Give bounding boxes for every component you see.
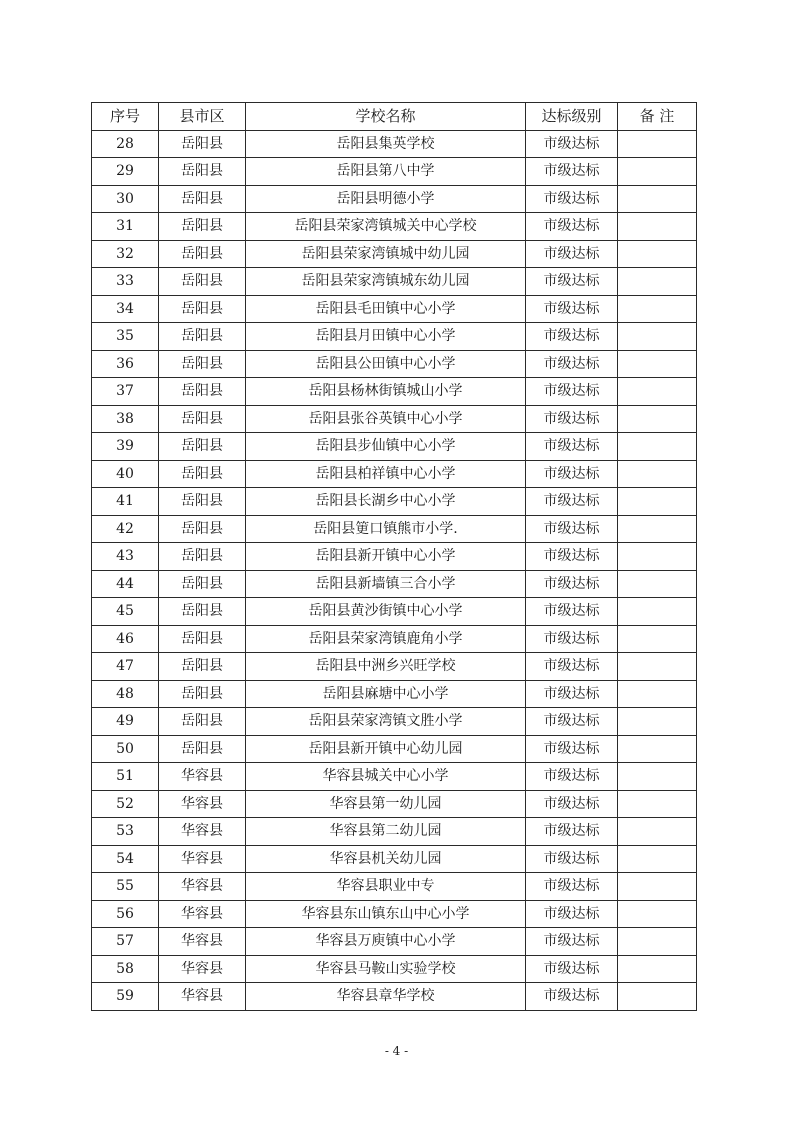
table-row [92, 323, 697, 351]
cell-index: 38 [92, 405, 159, 433]
header-index: 序号 [92, 103, 159, 131]
cell-county: 华容县 [159, 845, 246, 873]
cell-note [618, 570, 697, 598]
cell-index: 51 [92, 763, 159, 791]
table-row [92, 405, 697, 433]
cell-index: 40 [92, 460, 159, 488]
cell-index: 58 [92, 955, 159, 983]
cell-index: 29 [92, 158, 159, 186]
cell-county: 岳阳县 [159, 350, 246, 378]
cell-index: 47 [92, 653, 159, 681]
cell-note [618, 983, 697, 1011]
cell-level: 市级达标 [526, 295, 618, 323]
cell-level: 市级达标 [526, 515, 618, 543]
cell-school-name: 岳阳县柏祥镇中心小学 [246, 460, 526, 488]
cell-county: 岳阳县 [159, 323, 246, 351]
cell-level: 市级达标 [526, 185, 618, 213]
table-row [92, 708, 697, 736]
cell-school-name: 岳阳县荣家湾镇城中幼儿园 [246, 240, 526, 268]
cell-level: 市级达标 [526, 708, 618, 736]
cell-note [618, 625, 697, 653]
cell-index: 39 [92, 433, 159, 461]
cell-note [618, 873, 697, 901]
cell-note [618, 130, 697, 158]
cell-note [618, 433, 697, 461]
cell-school-name: 岳阳县明德小学 [246, 185, 526, 213]
cell-county: 岳阳县 [159, 158, 246, 186]
cell-index: 48 [92, 680, 159, 708]
cell-county: 岳阳县 [159, 570, 246, 598]
cell-index: 34 [92, 295, 159, 323]
cell-county: 岳阳县 [159, 240, 246, 268]
table-header-row [92, 103, 697, 131]
cell-level: 市级达标 [526, 323, 618, 351]
cell-note [618, 598, 697, 626]
cell-level: 市级达标 [526, 983, 618, 1011]
cell-county: 岳阳县 [159, 598, 246, 626]
cell-county: 岳阳县 [159, 653, 246, 681]
cell-note [618, 323, 697, 351]
cell-school-name: 岳阳县荣家湾镇城东幼儿园 [246, 268, 526, 296]
table-row [92, 515, 697, 543]
cell-level: 市级达标 [526, 598, 618, 626]
cell-index: 54 [92, 845, 159, 873]
table-row [92, 570, 697, 598]
cell-county: 岳阳县 [159, 268, 246, 296]
cell-level: 市级达标 [526, 845, 618, 873]
table-row [92, 240, 697, 268]
cell-level: 市级达标 [526, 653, 618, 681]
cell-school-name: 华容县第一幼儿园 [246, 790, 526, 818]
cell-school-name: 岳阳县月田镇中心小学 [246, 323, 526, 351]
cell-level: 市级达标 [526, 543, 618, 571]
table-row [92, 295, 697, 323]
cell-note [618, 818, 697, 846]
cell-county: 华容县 [159, 983, 246, 1011]
cell-index: 43 [92, 543, 159, 571]
cell-county: 岳阳县 [159, 130, 246, 158]
cell-school-name: 岳阳县新开镇中心幼儿园 [246, 735, 526, 763]
cell-school-name: 岳阳县筻口镇熊市小学. [246, 515, 526, 543]
cell-county: 岳阳县 [159, 378, 246, 406]
cell-index: 32 [92, 240, 159, 268]
cell-level: 市级达标 [526, 955, 618, 983]
table-row [92, 735, 697, 763]
table-row [92, 653, 697, 681]
cell-note [618, 735, 697, 763]
table-row [92, 928, 697, 956]
header-county: 县市区 [159, 103, 246, 131]
cell-level: 市级达标 [526, 928, 618, 956]
cell-level: 市级达标 [526, 213, 618, 241]
header-school-name: 学校名称 [246, 103, 526, 131]
table-row [92, 185, 697, 213]
table-row [92, 763, 697, 791]
cell-note [618, 213, 697, 241]
cell-school-name: 岳阳县中洲乡兴旺学校 [246, 653, 526, 681]
cell-school-name: 岳阳县第八中学 [246, 158, 526, 186]
cell-county: 华容县 [159, 873, 246, 901]
cell-level: 市级达标 [526, 405, 618, 433]
cell-index: 36 [92, 350, 159, 378]
cell-school-name: 岳阳县长湖乡中心小学 [246, 488, 526, 516]
table-row [92, 955, 697, 983]
cell-level: 市级达标 [526, 460, 618, 488]
cell-index: 37 [92, 378, 159, 406]
cell-level: 市级达标 [526, 268, 618, 296]
cell-level: 市级达标 [526, 900, 618, 928]
cell-note [618, 763, 697, 791]
table-row [92, 543, 697, 571]
cell-index: 28 [92, 130, 159, 158]
cell-note [618, 488, 697, 516]
cell-county: 岳阳县 [159, 433, 246, 461]
cell-index: 44 [92, 570, 159, 598]
cell-note [618, 158, 697, 186]
table-row [92, 213, 697, 241]
table-row [92, 818, 697, 846]
cell-county: 岳阳县 [159, 708, 246, 736]
cell-index: 53 [92, 818, 159, 846]
table-row [92, 845, 697, 873]
cell-level: 市级达标 [526, 350, 618, 378]
table-row [92, 350, 697, 378]
cell-note [618, 653, 697, 681]
cell-school-name: 岳阳县荣家湾镇文胜小学 [246, 708, 526, 736]
cell-level: 市级达标 [526, 570, 618, 598]
cell-school-name: 岳阳县公田镇中心小学 [246, 350, 526, 378]
cell-note [618, 955, 697, 983]
cell-note [618, 790, 697, 818]
cell-county: 岳阳县 [159, 488, 246, 516]
cell-index: 56 [92, 900, 159, 928]
table-row [92, 460, 697, 488]
cell-index: 30 [92, 185, 159, 213]
cell-school-name: 岳阳县毛田镇中心小学 [246, 295, 526, 323]
cell-level: 市级达标 [526, 240, 618, 268]
cell-school-name: 岳阳县新墙镇三合小学 [246, 570, 526, 598]
cell-note [618, 350, 697, 378]
header-level: 达标级别 [526, 103, 618, 131]
cell-level: 市级达标 [526, 378, 618, 406]
cell-school-name: 岳阳县荣家湾镇鹿角小学 [246, 625, 526, 653]
table-row [92, 433, 697, 461]
cell-index: 45 [92, 598, 159, 626]
table-row [92, 983, 697, 1011]
table-row [92, 488, 697, 516]
cell-county: 岳阳县 [159, 625, 246, 653]
cell-school-name: 华容县城关中心小学 [246, 763, 526, 791]
cell-county: 华容县 [159, 928, 246, 956]
cell-level: 市级达标 [526, 763, 618, 791]
cell-school-name: 华容县章华学校 [246, 983, 526, 1011]
cell-index: 35 [92, 323, 159, 351]
table-row [92, 130, 697, 158]
cell-county: 岳阳县 [159, 405, 246, 433]
cell-county: 华容县 [159, 763, 246, 791]
table-row [92, 680, 697, 708]
table-row [92, 268, 697, 296]
school-list-table [91, 102, 697, 1011]
cell-note [618, 460, 697, 488]
table-body [92, 130, 697, 1010]
cell-index: 59 [92, 983, 159, 1011]
cell-note [618, 295, 697, 323]
cell-county: 岳阳县 [159, 295, 246, 323]
cell-index: 41 [92, 488, 159, 516]
cell-county: 华容县 [159, 790, 246, 818]
page-number: - 4 - [384, 1044, 409, 1058]
cell-school-name: 岳阳县荣家湾镇城关中心学校 [246, 213, 526, 241]
cell-note [618, 680, 697, 708]
cell-index: 57 [92, 928, 159, 956]
cell-note [618, 405, 697, 433]
cell-level: 市级达标 [526, 625, 618, 653]
table-row [92, 900, 697, 928]
table-row [92, 873, 697, 901]
cell-school-name: 华容县第二幼儿园 [246, 818, 526, 846]
cell-school-name: 华容县马鞍山实验学校 [246, 955, 526, 983]
cell-school-name: 华容县东山镇东山中心小学 [246, 900, 526, 928]
cell-school-name: 岳阳县新开镇中心小学 [246, 543, 526, 571]
cell-county: 岳阳县 [159, 213, 246, 241]
cell-index: 42 [92, 515, 159, 543]
cell-note [618, 378, 697, 406]
cell-index: 46 [92, 625, 159, 653]
cell-note [618, 240, 697, 268]
cell-note [618, 900, 697, 928]
cell-level: 市级达标 [526, 873, 618, 901]
cell-school-name: 岳阳县步仙镇中心小学 [246, 433, 526, 461]
cell-county: 岳阳县 [159, 680, 246, 708]
cell-note [618, 928, 697, 956]
cell-school-name: 岳阳县张谷英镇中心小学 [246, 405, 526, 433]
cell-index: 33 [92, 268, 159, 296]
cell-note [618, 845, 697, 873]
cell-county: 华容县 [159, 818, 246, 846]
cell-level: 市级达标 [526, 680, 618, 708]
cell-county: 岳阳县 [159, 185, 246, 213]
cell-index: 55 [92, 873, 159, 901]
cell-note [618, 515, 697, 543]
cell-county: 岳阳县 [159, 460, 246, 488]
cell-index: 52 [92, 790, 159, 818]
cell-school-name: 岳阳县麻塘中心小学 [246, 680, 526, 708]
table-row [92, 378, 697, 406]
cell-county: 华容县 [159, 955, 246, 983]
cell-school-name: 华容县万庾镇中心小学 [246, 928, 526, 956]
cell-note [618, 268, 697, 296]
table-row [92, 625, 697, 653]
cell-school-name: 岳阳县集英学校 [246, 130, 526, 158]
cell-school-name: 华容县职业中专 [246, 873, 526, 901]
cell-level: 市级达标 [526, 790, 618, 818]
cell-school-name: 岳阳县杨林街镇城山小学 [246, 378, 526, 406]
cell-note [618, 185, 697, 213]
cell-index: 31 [92, 213, 159, 241]
cell-county: 华容县 [159, 900, 246, 928]
header-note: 备 注 [618, 103, 697, 131]
cell-level: 市级达标 [526, 488, 618, 516]
cell-level: 市级达标 [526, 818, 618, 846]
cell-county: 岳阳县 [159, 543, 246, 571]
cell-index: 50 [92, 735, 159, 763]
cell-level: 市级达标 [526, 433, 618, 461]
cell-note [618, 708, 697, 736]
cell-county: 岳阳县 [159, 735, 246, 763]
cell-level: 市级达标 [526, 158, 618, 186]
cell-level: 市级达标 [526, 735, 618, 763]
cell-level: 市级达标 [526, 130, 618, 158]
table-row [92, 790, 697, 818]
cell-county: 岳阳县 [159, 515, 246, 543]
cell-school-name: 岳阳县黄沙街镇中心小学 [246, 598, 526, 626]
table-row [92, 158, 697, 186]
cell-index: 49 [92, 708, 159, 736]
cell-school-name: 华容县机关幼儿园 [246, 845, 526, 873]
cell-note [618, 543, 697, 571]
table-row [92, 598, 697, 626]
